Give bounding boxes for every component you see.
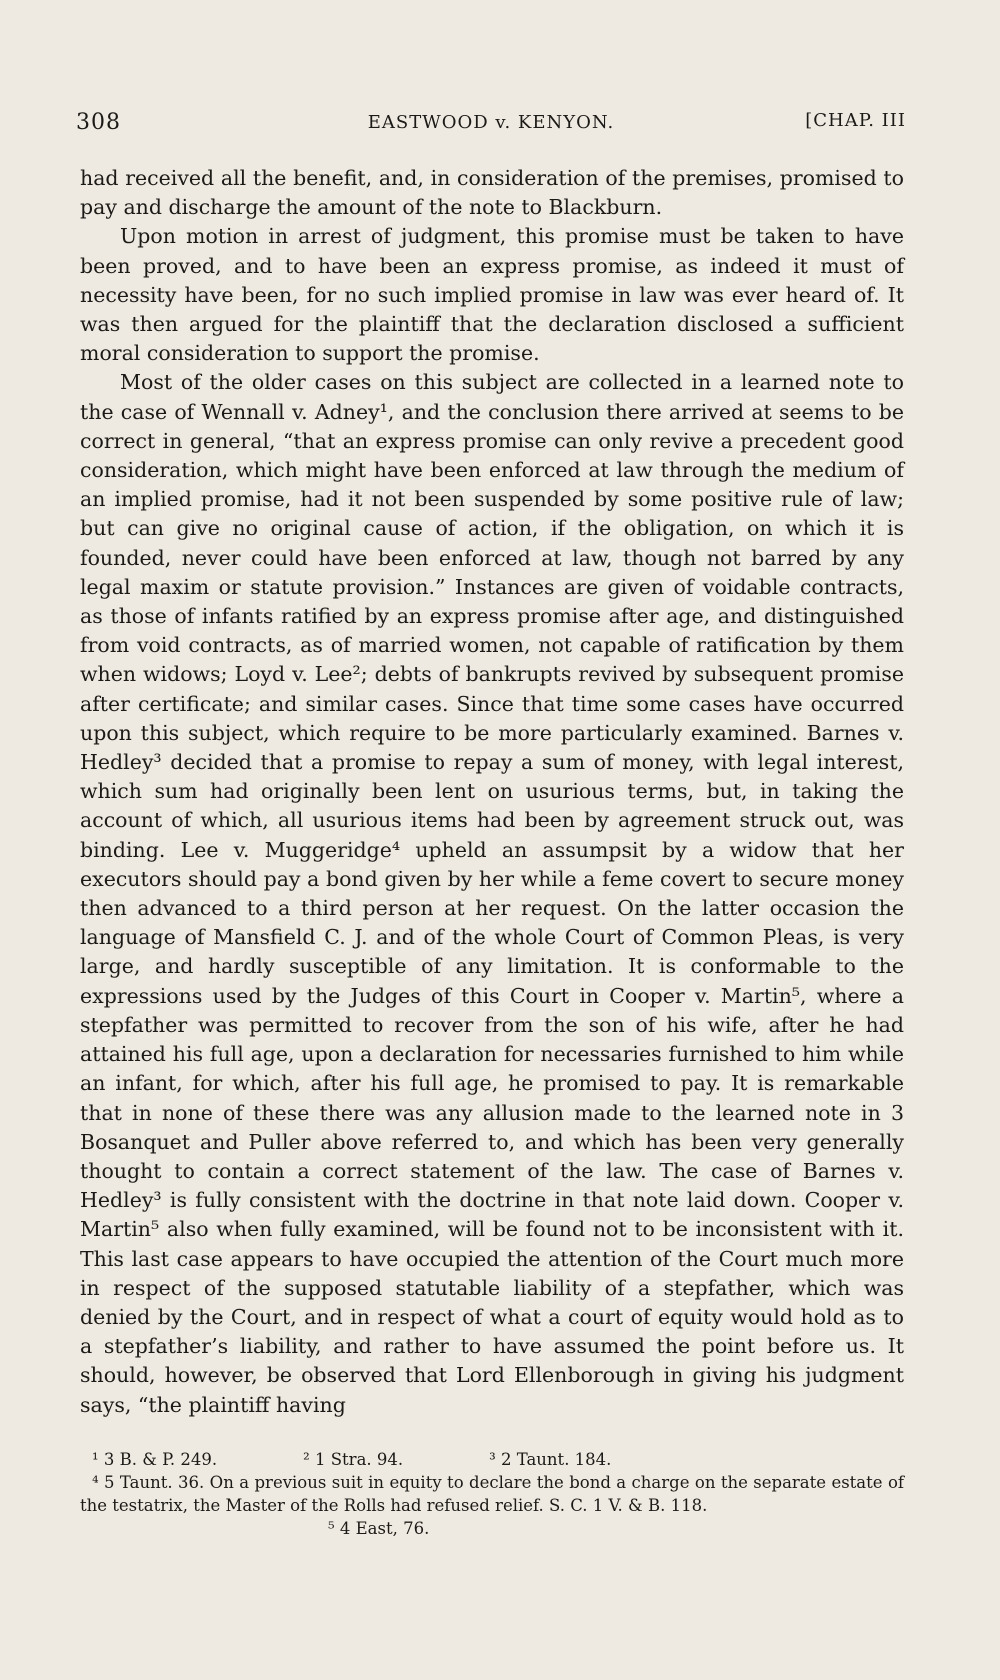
paragraph-1: had received all the benefit, and, in consideration of the premises, promised to pay and discharge the amount of the note to Blackburn.: [80, 166, 904, 220]
footnote-3: ³ 2 Taunt. 184.: [489, 1450, 612, 1469]
main-text: [80, 164, 904, 1420]
footnote-1: ¹ 3 B. & P. 249.: [92, 1450, 218, 1469]
chapter-label: [CHAP. III: [805, 110, 906, 131]
paragraph-3: Most of the older cases on this subject are collected in a learned note to the case of Wennall v. Adney¹, and the conclusion there arrived at seems to be correct in general, “that an express promise can only revive a precedent good consideration, which might have been enforced at law through the medium of an implied promise, had it not been suspended by some positive rule of law; but can give no original cause of action, if the obligation, on which it is founded, never could have been enforced at law, though not barred by any legal maxim or statute provision.” Instances are given of voidable contracts, as those of infants ratified by an express promise after age, and distinguished from void contracts, as of married women, not capable of ratification by them when widows; Loyd v. Lee²; debts of bankrupts revived by subsequent promise after certificate; and similar cases. Since that time some cases have occurred upon this subject, which require to be more particularly examined. Barnes v. Hedley³ decided that a promise to repay a sum of money, with legal interest, which sum had originally been lent on usurious terms, but, in taking the account of which, all usurious items had been by agreement struck out, was binding. Lee v. Muggeridge⁴ upheld an assumpsit by a widow that her executors should pay a bond given by her while a feme covert to secure money then advanced to a third person at her request. On the latter occasion the language of Mansfield C. J. and of the whole Court of Common Pleas, is very large, and hardly susceptible of any limitation. It is conformable to the expressions used by the Judges of this Court in Cooper v. Martin⁵, where a stepfather was permitted to recover from the son of his wife, after he had attained his full age, upon a declaration for necessaries furnished to him while an infant, for which, after his full age, he promised to pay. It is remarkable that in none of these there was any allusion made to the learned note in 3 Bosanquet and Puller above referred to, and which has been very generally thought to contain a correct statement of the law. The case of Barnes v. Hedley³ is fully consistent with the doctrine in that note laid down. Cooper v. Martin⁵ also when fully examined, will be found not to be inconsistent with it. This last case appears to have occupied the attention of the Court much more in respect of the supposed statutable liability of a stepfather, which was denied by the Court, and in respect of what a court of equity would hold as to a stepfather’s liability, and rather to have assumed the point before us. It should, however, be observed that Lord Ellenborough in giving his judgment says, “the plaintiff having: [80, 370, 904, 1417]
footnote-row-1: [80, 1448, 904, 1471]
paragraph-2: Upon motion in arrest of judgment, this promise must be taken to have been proved, and to have been an express promise, as indeed it must of necessity have been, for no such implied promise in law was ever heard of. It was then argued for the plaintiff that the declaration disclosed a sufficient moral consideration to support the promise.: [80, 224, 904, 366]
page-number: 308: [76, 110, 121, 135]
footnotes: [80, 1448, 904, 1540]
running-header: [76, 110, 906, 140]
footnote-2: ² 1 Stra. 94.: [303, 1450, 404, 1469]
running-title: EASTWOOD v. KENYON.: [367, 112, 615, 133]
footnote-5: ⁵ 4 East, 76.: [328, 1519, 430, 1538]
footnote-4: ⁴ 5 Taunt. 36. On a previous suit in equity to declare the bond a charge on the separate estate of the testatrix, the Master of the Rolls had refused relief. S. C. 1 V. & B. 118.: [80, 1473, 904, 1515]
